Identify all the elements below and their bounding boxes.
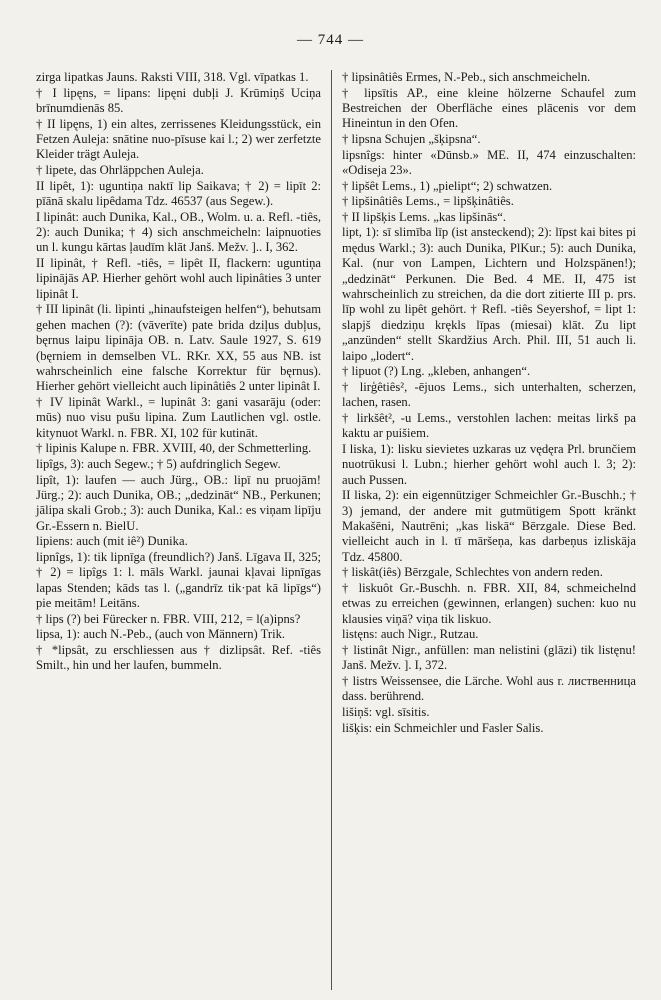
entry: II liska, 2): ein eigennütziger Schmeichler Gr.-Buschh.; † 3) jemand, der andere mit gutmütigem Spott kränkt Makašēni, Nautrēni; „kas liskā“ Bērzgale. Diese Bed. vielleicht auch in l. tī māršeņa, kas darbeņus izliskāja Tdz. 45800. — [342, 488, 636, 564]
entry: † *lipsât, zu erschliessen aus † dizlipsât. Ref. -tiês Smilt., hin und her laufen, bummeln. — [36, 643, 321, 673]
entry: lipîgs, 3): auch Segew.; † 5) aufdringlich Segew. — [36, 457, 281, 472]
entry: lipiens: auch (mit iê²) Dunika. — [36, 534, 188, 549]
entry: I lipinât: auch Dunika, Kal., OB., Wolm. u. a. Refl. -tiês, 2): auch Dunika; † 4) sich anschmeicheln: laipnuoties un l. kungu kārtas ļaudīm klāt Janš. Mežv. ].. I, 362. — [36, 209, 321, 255]
entry: † lips (?) bei Fürecker n. FBR. VIII, 212, = l(a)ipns? — [36, 611, 301, 626]
entry: † II lipęns, 1) ein altes, zerrissenes Kleidungsstück, ein Fetzen Auleja: snātine nuo-pīsuse kai l.; 2) wer zerfetzte Kleider trägt Auleja. — [36, 116, 321, 162]
entry: † lipsinâtiês Ermes, N.-Peb., sich anschmeicheln. — [342, 70, 591, 84]
entry: † listinât Nigr., anfüllen: man nelistini (glāzi) tik listęnu! Janš. Mežv. ]. I, 372. — [342, 643, 636, 673]
entry: † lirģêtiês², -ējuos Lems., sich unterhalten, scherzen, lachen, rasen. — [342, 379, 636, 410]
entry: lipsnîgs: hinter «Dūnsb.» ME. II, 474 einzuschalten: «Odiseja 23». — [342, 147, 636, 177]
entry: † lipinis Kalupe n. FBR. XVIII, 40, der Schmetterling. — [36, 441, 312, 456]
entry: † lirkšêt², -u Lems., verstohlen lachen: meitas lirkš pa kaktu ar puišiem. — [342, 410, 636, 441]
entry: † III lipinât (li. lìpinti „hinaufsteigen helfen“), behutsam gehen machen (?): (vāverīte) pate brida dziļus dubļus, bęrnus laipu lipināja OB. n. Latv. Saule 1927, S. 619 (bęrniem in demselben VL. RKr. XX, 55 aus NB. ist wahrscheinlich eine falsche Korrektur für bęrnus). Hierher gehört vielleicht auch lipinâtiês 2 unter lipinât I. — [36, 302, 321, 394]
entry: † I lipęns, = lipans: lipęni dubļi J. Krūmiņš Uciņa brīnumdienās 85. — [36, 85, 321, 115]
page-number: — 744 — — [297, 32, 364, 48]
entry: † liskât(iês) Bērzgale, Schlechtes von andern reden. — [342, 565, 603, 580]
entry: † lipete, das Ohrläppchen Auleja. — [36, 163, 204, 177]
entry: lišķis: ein Schmeichler und Fasler Salis. — [342, 720, 544, 735]
column-divider — [331, 70, 332, 990]
entry: I liska, 1): lisku sievietes uzkaras uz vędęra Prl. brunčiem nuotrūkusi l. Lubn.; hierher gehört wohl auch l. 3; 2): auch Pussen. — [342, 441, 636, 487]
right-column — [342, 70, 636, 736]
entry: lipsa, 1): auch N.-Peb., (auch von Männern) Trik. — [36, 627, 286, 642]
entry: lipît, 1): laufen — auch Jürg., OB.: lipī nu pruojām! Jürg.; 2): auch Dunika, OB.; „dedzināt“ NB., Perkunen; jālipa skali Grob.; 3): auch Dunika, Kal.: es viņam lipīju Gr.-Essern n. BielU. — [36, 472, 321, 533]
entry: † listrs Weissensee, die Lärche. Wohl aus r. лиственница dass. berührend. — [342, 674, 636, 704]
entry: II lipinât, † Refl. -tiês, = lipêt II, flackern: uguntiņa lipinājās AP. Hierher gehört wohl auch lipinâties 3 unter lipinât I. — [36, 256, 321, 301]
entry: II lipêt, 1): uguntiņa naktī lip Saikava; † 2) = lipīt 2: pīānā skalu lipêdama Tdz. 46537 (aus Segew.). — [36, 178, 321, 208]
entry: lipnîgs, 1): tik lipnīga (freundlich?) Janš. Līgava II, 325; † 2) = lipîgs 1: l. māls Warkl. jaunai kļavai lipnīgas lapas Stenden; kāds tas l. („gandrīz tik·pat kā lipīgs“) pie meitām! Leitāns. — [36, 550, 321, 611]
left-column — [36, 70, 321, 674]
entry: † lipšinâtiês Lems., = lipšķinâtiês. — [342, 194, 514, 209]
entry: zirga lipatkas Jauns. Raksti VIII, 318. Vgl. vīpatkas 1. — [36, 70, 309, 84]
entry: lipt, 1): sī slimība līp (ist ansteckend); 2): līpst kai bites pi mędus Warkl.; 3): auch Dunika, PlKur.; 5): auch Dunika, Kal. (nur von Lampen, Lichtern und Holzspänen!); „dedzināt“ Perkunen. Die Bed. 4 ME. II, 475 ist wahrscheinlich zu streichen, da die dort zitierte III p. prs. līp wohl zu lipêt gehört. † Refl. -tiês Seyershof, = lipt 1: slapjš diedziņu krękls līpas (miesai) klāt. Zu lipt „anzünden“ stellt Skardžius Arch. Phil. III, 51 auch li. laipo „lodert“. — [342, 225, 636, 363]
entry: † IV lipinât Warkl., = lupinât 3: gani vasarāju (oder: mūs) nuo visu pušu lipina. Zum Lautlichen vgl. ostle. kitynuot Warkl. n. FBR. XI, 102 für kutināt. — [36, 395, 321, 440]
entry: † II lipšķis Lems. „kas lipšinās“. — [342, 209, 507, 224]
entry: † lipsna Schujen „šķipsna“. — [342, 132, 481, 146]
entry: † lipšêt Lems., 1) „pielipt“; 2) schwatzen. — [342, 178, 553, 193]
entry: † liskuôt Gr.-Buschh. n. FBR. XII, 84, schmeichelnd etwas zu erreichen (gewinnen, erlangen) suchen: kuo nu klausies viņā? viņa tik liskuo. — [342, 581, 636, 626]
entry: † lipsītis AP., eine kleine hölzerne Schaufel zum Bestreichen der Oberfläche eines plācenis vor dem Hineintun in den Ofen. — [342, 85, 636, 131]
entry: listęns: auch Nigr., Rutzau. — [342, 627, 479, 642]
entry: † lipuot (?) Lng. „kleben, anhangen“. — [342, 364, 531, 379]
entry: lišiņš: vgl. sīsitis. — [342, 705, 430, 720]
